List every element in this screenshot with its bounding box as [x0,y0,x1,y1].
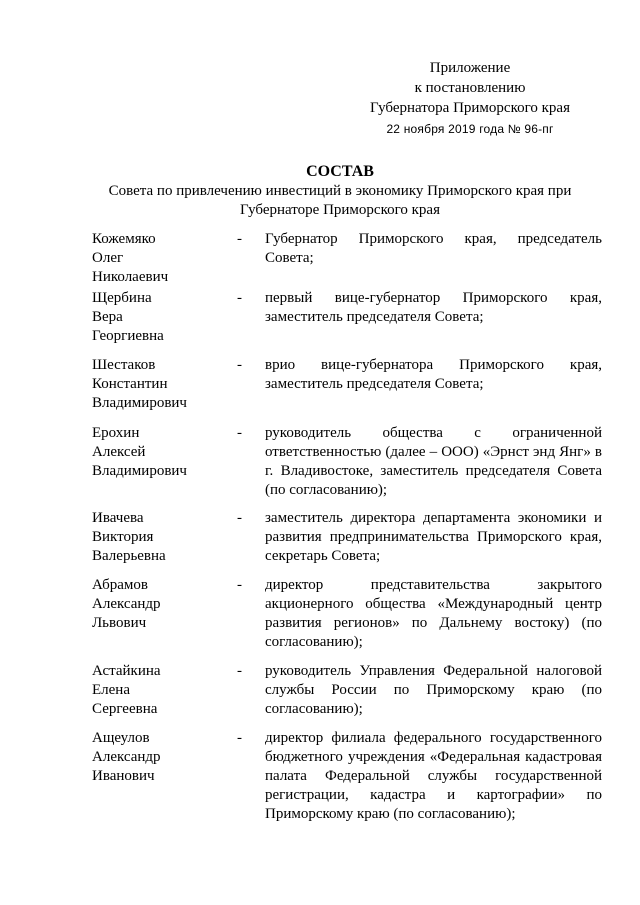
member-surname: Щербина [92,290,152,306]
member-first-name: Алексей [92,444,146,460]
member-entry [92,230,602,287]
member-dash: - [237,510,242,526]
member-dash: - [237,663,242,679]
member-patronymic: Владимирович [92,395,187,411]
member-role: директор филиала федерального государственного бюджетного учреждения «Федеральная кадастровая палата Федеральной службы государственной регистрации, кадастра и картографии» по Приморскому краю (по согласованию); [265,730,602,822]
member-name [92,356,237,413]
member-patronymic: Иванович [92,768,155,784]
member-first-name: Виктория [92,529,154,545]
member-first-name: Вера [92,309,123,325]
member-name [92,289,237,346]
members-list [92,230,602,824]
member-surname: Астайкина [92,663,161,679]
member-name [92,230,237,287]
member-first-name: Александр [92,749,161,765]
member-role: руководитель общества с ограниченной ответственностью (далее – ООО) «Эрнст энд Янг» в г. Владивостоке, заместитель председателя Совета (по согласованию); [265,425,602,498]
appendix-line-2: к постановлению [414,80,526,96]
appendix-date-number: 22 ноября 2019 года № 96-пг [386,122,554,136]
member-surname: Шестаков [92,357,156,373]
member-dash: - [237,290,242,306]
member-role: директор представительства закрытого акционерного общества «Международный центр развития регионов» по Дальнему востоку) (по согласованию); [265,577,602,650]
member-role: врио вице-губернатора Приморского края, заместитель председателя Совета; [265,357,602,392]
document-subtitle: Совета по привлечению инвестиций в экономику Приморского края при Губернаторе Приморского края [108,183,572,218]
member-patronymic: Владимирович [92,463,187,479]
member-entry [92,662,602,719]
member-role: руководитель Управления Федеральной налоговой службы России по Приморскому краю (по согласованию); [265,663,602,717]
member-surname: Ивачева [92,510,144,526]
member-first-name: Олег [92,250,124,266]
document-title: СОСТАВ [306,163,374,180]
member-entry [92,289,602,346]
member-surname: Абрамов [92,577,148,593]
member-dash: - [237,231,242,247]
member-patronymic: Львович [92,615,147,631]
appendix-line-3: Губернатора Приморского края [370,100,570,116]
member-entry [92,424,602,500]
appendix-header [350,58,590,139]
member-first-name: Елена [92,682,130,698]
member-name [92,729,237,786]
member-patronymic: Сергеевна [92,701,158,717]
member-patronymic: Георгиевна [92,328,164,344]
member-dash: - [237,730,242,746]
member-entry [92,576,602,652]
member-entry [92,356,602,413]
member-name [92,424,237,481]
member-entry [92,509,602,566]
member-role: заместитель директора департамента экономики и развития предпринимательства Приморского края, секретарь Совета; [265,510,602,564]
member-dash: - [237,577,242,593]
member-dash: - [237,357,242,373]
member-surname: Ащеулов [92,730,150,746]
member-dash: - [237,425,242,441]
member-role: первый вице-губернатор Приморского края, заместитель председателя Совета; [265,290,602,325]
member-name [92,509,237,566]
member-first-name: Константин [92,376,168,392]
member-name [92,576,237,633]
member-patronymic: Николаевич [92,269,169,285]
member-entry [92,729,602,824]
member-surname: Ерохин [92,425,140,441]
member-name [92,662,237,719]
member-patronymic: Валерьевна [92,548,166,564]
member-first-name: Александр [92,596,161,612]
appendix-line-1: Приложение [429,60,511,76]
member-surname: Кожемяко [92,231,156,247]
member-role: Губернатор Приморского края, председатель Совета; [265,231,602,266]
